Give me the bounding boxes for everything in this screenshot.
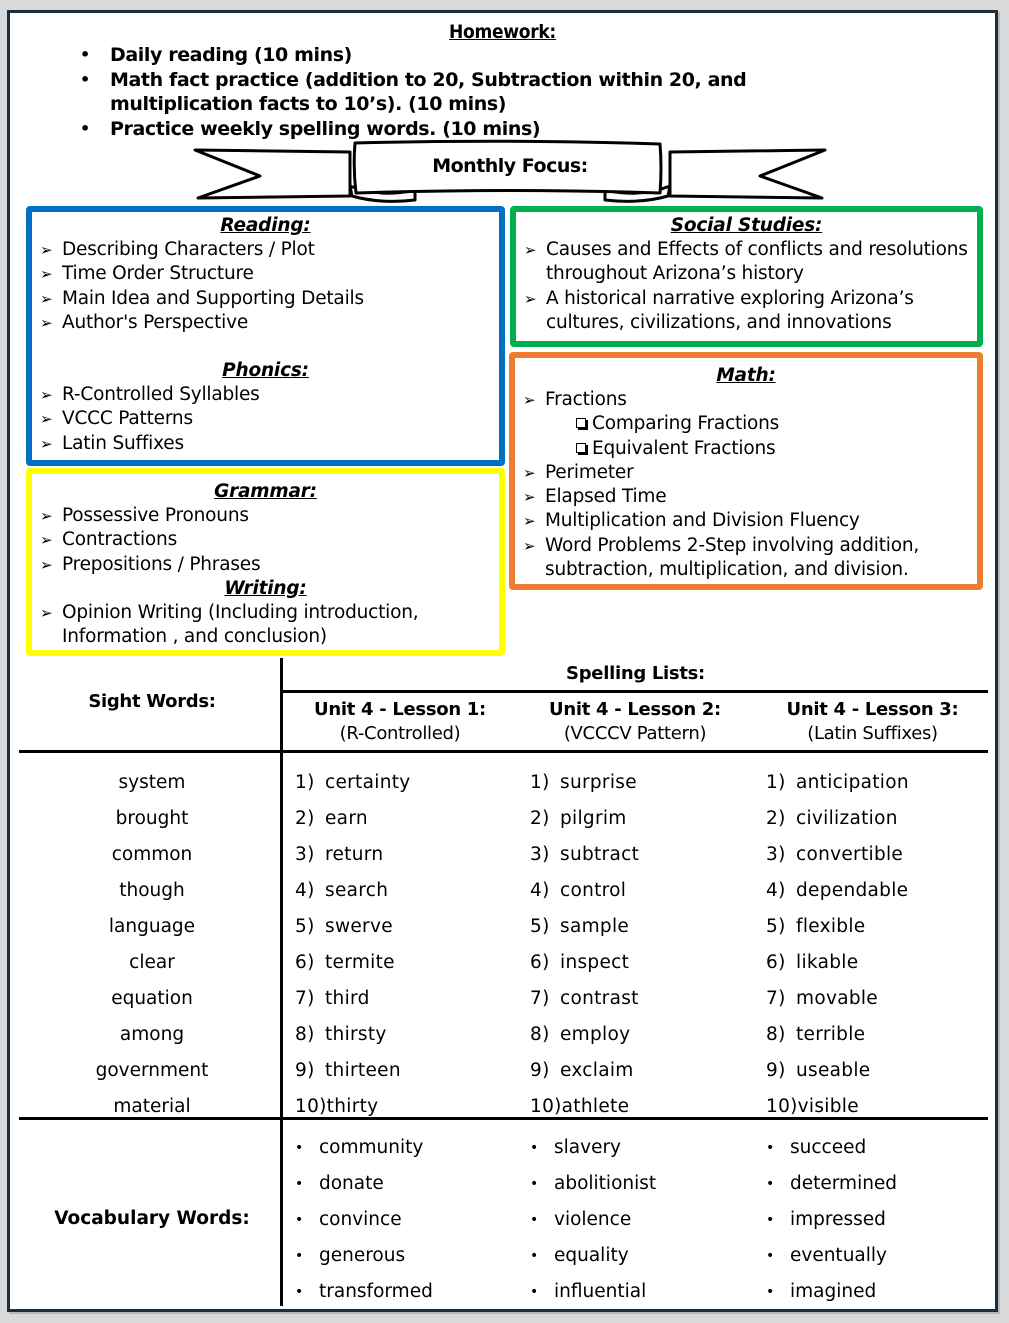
word-text: convertible: [796, 844, 904, 865]
word-text: succeed: [790, 1137, 867, 1158]
arrow-bullet-icon: ➢: [40, 386, 53, 405]
arrow-bullet-icon: ➢: [523, 536, 536, 555]
spelling-word: [530, 1053, 639, 1089]
word-text: slavery: [554, 1137, 621, 1158]
spelling-word: [295, 1017, 411, 1053]
reading-item: ➢ Main Idea and Supporting Details: [40, 287, 491, 311]
vocabulary-word: [530, 1166, 656, 1202]
word-text: exclaim: [560, 1060, 634, 1081]
word-number: 2): [530, 808, 550, 829]
sight-word: though: [119, 880, 185, 901]
bullet-icon: •: [766, 1248, 775, 1264]
grammar-item: ➢ Prepositions / Phrases: [40, 553, 491, 577]
word-text: third: [325, 988, 370, 1009]
word-number: 8): [766, 1024, 786, 1045]
arrow-bullet-icon: ➢: [40, 603, 53, 622]
word-number: 5): [530, 916, 550, 937]
social-studies-box: [510, 206, 983, 347]
homework-item: • Daily reading (10 mins): [80, 43, 840, 68]
arrow-bullet-icon: ➢: [523, 463, 536, 482]
bullet-icon: •: [530, 1212, 539, 1228]
word-text: surprise: [560, 772, 637, 793]
lesson-2-header: Unit 4 - Lesson 2: (VCCCV Pattern): [549, 699, 721, 744]
spelling-word: [295, 765, 411, 801]
arrow-bullet-icon: ➢: [40, 313, 53, 332]
vocabulary-word: [295, 1130, 433, 1166]
math-item: ➢ Elapsed Time: [523, 485, 969, 509]
lesson-2-words: [530, 765, 639, 1125]
math-item: ➢ Perimeter: [523, 461, 969, 485]
word-text: movable: [796, 988, 878, 1009]
word-number: 8): [295, 1024, 315, 1045]
spelling-word: [766, 765, 909, 801]
spelling-word: [766, 945, 909, 981]
word-text: influential: [554, 1281, 647, 1302]
bullet-icon: •: [295, 1284, 304, 1300]
arrow-bullet-icon: ➢: [524, 241, 537, 259]
word-text: civilization: [796, 808, 898, 829]
spelling-word: [295, 945, 411, 981]
word-text: sample: [560, 916, 630, 937]
vocabulary-word: [530, 1238, 656, 1274]
sight-word: government: [95, 1060, 209, 1081]
arrow-bullet-icon: ➢: [523, 488, 536, 507]
bullet-icon: •: [295, 1248, 304, 1264]
sight-word: material: [113, 1096, 191, 1117]
sight-words-list: [22, 765, 282, 1125]
spelling-word: [295, 1053, 411, 1089]
lesson-3-words: [766, 765, 909, 1125]
table-divider-horizontal: [19, 750, 988, 753]
lesson-3-header: Unit 4 - Lesson 3: (Latin Suffixes): [786, 699, 959, 744]
spelling-word: [530, 1017, 639, 1053]
spelling-word: [766, 873, 909, 909]
grammar-list: [40, 504, 491, 577]
word-number: 8): [530, 1024, 550, 1045]
word-number: 4): [766, 880, 786, 901]
sight-word: brought: [115, 808, 189, 829]
vocabulary-word: [295, 1238, 433, 1274]
word-number: 5): [766, 916, 786, 937]
spelling-word: [295, 801, 411, 837]
word-number: 9): [530, 1060, 550, 1081]
bullet-icon: •: [530, 1248, 539, 1264]
arrow-bullet-icon: ➢: [524, 289, 537, 308]
grammar-writing-box: [26, 468, 505, 656]
math-list: [523, 388, 969, 582]
word-text: imagined: [790, 1281, 877, 1302]
reading-list: [40, 238, 491, 335]
word-number: 3): [766, 844, 786, 865]
spelling-word: [530, 801, 639, 837]
bullet-icon: •: [766, 1140, 775, 1156]
word-text: abolitionist: [554, 1173, 657, 1194]
spelling-lists-header: Spelling Lists:: [566, 663, 705, 684]
word-number: 6): [530, 952, 550, 973]
word-number: 7): [295, 988, 315, 1009]
word-text: certainty: [325, 772, 411, 793]
word-number: 6): [766, 952, 786, 973]
word-number: 1): [530, 772, 550, 793]
spelling-word: [295, 981, 411, 1017]
vocabulary-word: [295, 1274, 433, 1310]
word-text: dependable: [796, 880, 909, 901]
phonics-item: ➢ Latin Suffixes: [40, 432, 491, 456]
spelling-word: [766, 1053, 909, 1089]
word-text: violence: [554, 1209, 632, 1230]
word-text: likable: [796, 952, 859, 973]
homework-list: [80, 43, 840, 141]
spelling-word: [295, 909, 411, 945]
word-number: 1): [295, 772, 315, 793]
lesson-2-vocab: [530, 1130, 656, 1310]
arrow-bullet-icon: ➢: [40, 241, 53, 259]
vocabulary-word: [766, 1202, 897, 1238]
arrow-bullet-icon: ➢: [40, 555, 53, 574]
spelling-word: [295, 837, 411, 873]
reading-item: ➢ Author's Perspective: [40, 311, 491, 335]
homework-item: • Practice weekly spelling words. (10 mins): [80, 117, 840, 142]
spelling-word: [766, 837, 909, 873]
spelling-word: [766, 801, 909, 837]
word-number: 3): [530, 844, 550, 865]
spelling-word: [295, 873, 411, 909]
spelling-word: [766, 1089, 909, 1125]
newsletter-page: [7, 10, 998, 1312]
arrow-bullet-icon: ➢: [40, 434, 53, 453]
math-subitem: Equivalent Fractions: [576, 437, 969, 461]
word-text: inspect: [560, 952, 630, 973]
word-number: 10): [295, 1096, 327, 1117]
sight-word: system: [118, 772, 186, 793]
word-text: convince: [319, 1209, 402, 1230]
word-number: 1): [766, 772, 786, 793]
lesson-1-words: [295, 765, 411, 1125]
word-text: flexible: [796, 916, 866, 937]
phonics-item: ➢ R-Controlled Syllables: [40, 383, 491, 407]
bullet-icon: •: [295, 1176, 304, 1192]
vocabulary-word: [530, 1202, 656, 1238]
social-studies-title: Social Studies:: [670, 215, 823, 236]
vocabulary-words-header: Vocabulary Words:: [54, 1208, 250, 1229]
table-divider-horizontal: [283, 690, 988, 693]
reading-item: ➢ Describing Characters / Plot: [40, 238, 491, 262]
spelling-word: [530, 945, 639, 981]
word-text: return: [325, 844, 384, 865]
word-text: contrast: [560, 988, 639, 1009]
lesson-1-header: Unit 4 - Lesson 1: (R-Controlled): [314, 699, 486, 744]
vocabulary-word: [530, 1274, 656, 1310]
math-item: ➢ Multiplication and Division Fluency: [523, 509, 969, 533]
spelling-word: [530, 909, 639, 945]
word-text: generous: [319, 1245, 406, 1266]
spelling-word: [530, 837, 639, 873]
spelling-word: [530, 873, 639, 909]
checkbox-bullet-icon: [576, 418, 586, 428]
word-number: 10): [530, 1096, 562, 1117]
math-item: ➢ Word Problems 2-Step involving addition, subtraction, multiplication, and division.: [523, 534, 920, 581]
reading-item: ➢ Time Order Structure: [40, 262, 491, 286]
vocabulary-word: [766, 1130, 897, 1166]
word-text: earn: [325, 808, 368, 829]
bullet-icon: •: [295, 1140, 304, 1156]
spelling-word: [766, 909, 909, 945]
word-text: determined: [790, 1173, 898, 1194]
word-number: 7): [766, 988, 786, 1009]
bullet-icon: •: [766, 1284, 775, 1300]
word-text: useable: [796, 1060, 871, 1081]
word-text: subtract: [560, 844, 640, 865]
reading-phonics-box: [26, 206, 505, 466]
word-number: 2): [295, 808, 315, 829]
word-text: transformed: [319, 1281, 433, 1302]
word-text: thirty: [326, 1096, 379, 1117]
arrow-bullet-icon: ➢: [40, 410, 53, 429]
word-text: equality: [554, 1245, 629, 1266]
phonics-title: Phonics:: [222, 360, 309, 382]
monthly-focus-label: Monthly Focus:: [432, 155, 588, 177]
grammar-item: ➢ Contractions: [40, 528, 491, 552]
math-title: Math:: [716, 365, 776, 386]
word-text: terrible: [796, 1024, 866, 1045]
arrow-bullet-icon: ➢: [523, 391, 536, 409]
checkbox-bullet-icon: [576, 443, 586, 453]
sight-word: equation: [111, 988, 193, 1009]
word-text: control: [560, 880, 627, 901]
vocabulary-word: [530, 1130, 656, 1166]
word-number: 10): [766, 1096, 798, 1117]
word-text: swerve: [325, 916, 393, 937]
word-text: anticipation: [796, 772, 909, 793]
grammar-item: ➢ Possessive Pronouns: [40, 504, 491, 528]
word-text: visible: [797, 1096, 859, 1117]
homework-item: • Math fact practice (addition to 20, Subtraction within 20, and multiplication facts to 10’s). (10 mins): [80, 68, 840, 117]
vocabulary-word: [766, 1238, 897, 1274]
word-text: eventually: [790, 1245, 887, 1266]
word-text: search: [325, 880, 389, 901]
word-number: 3): [295, 844, 315, 865]
reading-title: Reading:: [220, 215, 311, 236]
writing-title: Writing:: [224, 577, 307, 599]
word-text: donate: [319, 1173, 384, 1194]
word-number: 2): [766, 808, 786, 829]
bullet-icon: •: [766, 1212, 775, 1228]
bullet-icon: •: [530, 1140, 539, 1156]
sight-word: among: [119, 1024, 185, 1045]
word-number: 7): [530, 988, 550, 1009]
word-number: 4): [295, 880, 315, 901]
homework-title: Homework:: [449, 21, 556, 43]
sight-word: common: [111, 844, 193, 865]
spelling-word: [766, 1017, 909, 1053]
word-number: 5): [295, 916, 315, 937]
sight-words-header: Sight Words:: [88, 691, 216, 712]
spelling-word: [530, 981, 639, 1017]
vocabulary-word: [766, 1274, 897, 1310]
spelling-word: [295, 1089, 411, 1125]
arrow-bullet-icon: ➢: [523, 512, 536, 531]
social-studies-list: [524, 238, 969, 335]
grammar-title: Grammar:: [214, 481, 317, 502]
writing-list: [40, 601, 491, 650]
word-number: 6): [295, 952, 315, 973]
word-text: termite: [325, 952, 395, 973]
bullet-icon: •: [766, 1176, 775, 1192]
lesson-3-vocab: [766, 1130, 897, 1310]
fractions-sublist: [523, 412, 969, 461]
word-text: athlete: [561, 1096, 630, 1117]
sight-word: clear: [129, 952, 175, 973]
math-box: [509, 352, 983, 590]
word-text: community: [319, 1137, 424, 1158]
arrow-bullet-icon: ➢: [40, 289, 53, 308]
math-subitem: Comparing Fractions: [576, 412, 969, 436]
word-text: thirteen: [325, 1060, 401, 1081]
vocabulary-word: [766, 1166, 897, 1202]
sight-word: language: [108, 916, 196, 937]
word-text: pilgrim: [560, 808, 627, 829]
bullet-icon: •: [530, 1176, 539, 1192]
social-studies-item: ➢ Causes and Effects of conflicts and resolutions throughout Arizona’s history: [524, 239, 968, 285]
phonics-item: ➢ VCCC Patterns: [40, 407, 491, 431]
spelling-word: [766, 981, 909, 1017]
arrow-bullet-icon: ➢: [40, 507, 53, 525]
social-studies-item: ➢ A historical narrative exploring Arizona’s cultures, civilizations, and innovations: [524, 287, 914, 333]
spelling-word: [530, 1089, 639, 1125]
word-text: thirsty: [325, 1024, 387, 1045]
math-item: ➢ Fractions Comparing Fractions Equivalent Fractions: [523, 388, 969, 461]
word-text: employ: [560, 1024, 631, 1045]
lesson-1-vocab: [295, 1130, 433, 1310]
monthly-focus-banner: [190, 138, 830, 203]
spelling-word: [530, 765, 639, 801]
bullet-icon: •: [295, 1212, 304, 1228]
word-number: 9): [295, 1060, 315, 1081]
arrow-bullet-icon: ➢: [40, 531, 53, 550]
vocabulary-word: [295, 1166, 433, 1202]
word-text: impressed: [790, 1209, 886, 1230]
word-number: 9): [766, 1060, 786, 1081]
arrow-bullet-icon: ➢: [40, 265, 53, 284]
phonics-list: [40, 383, 491, 456]
writing-item: ➢ Opinion Writing (Including introduction, Information , and conclusion): [40, 601, 419, 648]
vocabulary-word: [295, 1202, 433, 1238]
word-number: 4): [530, 880, 550, 901]
bullet-icon: •: [530, 1284, 539, 1300]
